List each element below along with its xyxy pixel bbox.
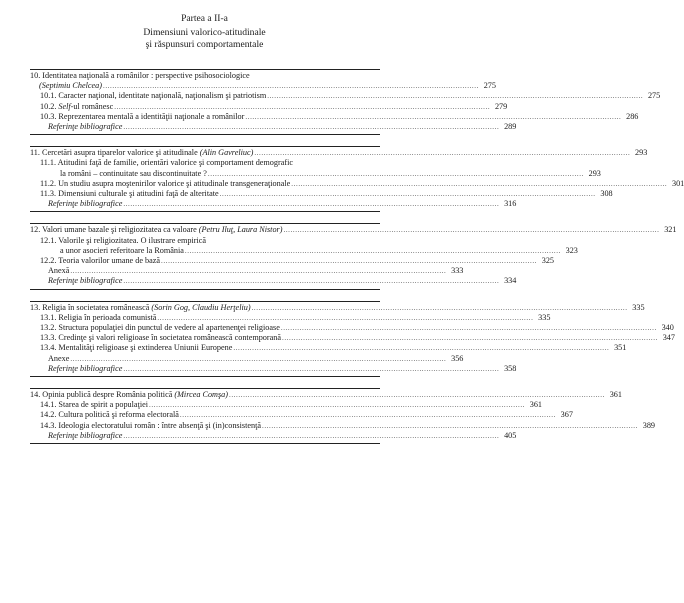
- toc-entry-italic: Referinţe bibliografice: [48, 363, 123, 373]
- dot-leader: [114, 102, 490, 112]
- toc-entry-row[interactable]: [30, 256, 555, 266]
- toc-entry-title: [30, 122, 122, 132]
- dot-leader: [185, 246, 561, 256]
- toc-entry-number: 11.2.: [40, 178, 59, 188]
- toc-entry-text: Ideologia electoratului român : între absenţă şi (in)consistenţă: [58, 420, 261, 430]
- toc-entry-title: [30, 323, 280, 333]
- toc-entry-title: [30, 303, 251, 313]
- toc-chapter-row[interactable]: [30, 302, 645, 313]
- toc-entry-row[interactable]: [30, 276, 517, 286]
- dot-leader: [283, 225, 659, 235]
- toc-page-number: 289: [504, 122, 517, 132]
- toc-page-number: 293: [635, 148, 648, 158]
- dot-leader: [123, 122, 499, 132]
- part-title-line-1: Dimensiuni valorico-atitudinale: [143, 27, 266, 38]
- toc-entry-italic: Referinţe bibliografice: [48, 430, 123, 440]
- toc-chapter: [30, 146, 684, 212]
- dot-leader: [281, 323, 657, 333]
- toc-entry-row[interactable]: [30, 189, 613, 199]
- toc-page-number: 308: [600, 189, 613, 199]
- toc-entry-row[interactable]: [30, 353, 464, 364]
- toc-page-number: 389: [642, 420, 655, 430]
- dot-leader: [70, 266, 446, 276]
- toc-entry-italic: (Mircea Comşa): [174, 390, 228, 400]
- toc-entry-text: Mentalităţi religioase şi extinderea Uniunii Europene: [58, 343, 233, 353]
- toc-entry-number: 10.: [30, 71, 43, 80]
- toc-entry-text: a unor asocieri referitoare la România: [60, 245, 184, 255]
- toc-entry-row[interactable]: [30, 158, 380, 168]
- toc-entry-title: [30, 189, 219, 199]
- toc-entry-italic: Referinţe bibliografice: [48, 199, 123, 209]
- toc-entry-text: Religia în societatea românească: [42, 302, 152, 312]
- toc-chapter: [30, 223, 677, 289]
- toc-chapter: [30, 69, 661, 135]
- toc-entry-number: 14.3.: [40, 420, 59, 430]
- toc-entry-title: [30, 148, 253, 158]
- toc-entry-number: 12.1.: [40, 235, 59, 245]
- toc-entry-title: [30, 343, 232, 353]
- toc-entry-row[interactable]: [30, 168, 601, 179]
- toc-entry-row[interactable]: [30, 178, 684, 189]
- toc-entry-row[interactable]: [30, 266, 464, 276]
- dot-leader: [267, 91, 643, 101]
- part-label: Partea a II-a: [181, 13, 228, 24]
- dot-leader: [161, 256, 537, 266]
- toc-entry-title: [30, 179, 290, 189]
- toc-entry-italic: (Petru Iluţ, Laura Nistor): [198, 225, 283, 235]
- toc-page-number: 347: [662, 333, 675, 343]
- toc-page-number: 323: [565, 245, 578, 255]
- toc-entry-text: Atitudini faţă de familie, orientări valorice şi comportament demografic: [57, 158, 293, 168]
- toc-entry-row[interactable]: [30, 312, 551, 323]
- dot-leader: [180, 410, 556, 420]
- toc-entry-row[interactable]: [30, 430, 517, 441]
- toc-entry-title: [30, 276, 122, 286]
- toc-chapter-row[interactable]: [30, 225, 677, 235]
- toc-entry-title: [30, 112, 244, 122]
- toc-page-number: 279: [494, 101, 508, 111]
- dot-leader: [123, 199, 499, 209]
- toc-entry-text: Valori umane bazale şi religiozitatea ca valoare: [42, 225, 199, 235]
- toc-page-number: 335: [632, 302, 645, 312]
- dot-leader: [282, 333, 658, 343]
- toc-entry-italic: Self: [58, 101, 71, 111]
- toc-page-number: 351: [614, 343, 627, 353]
- toc-entry-text: Caracter naţional, identitate naţională, naţionalism şi patriotism: [58, 91, 267, 101]
- toc-page-number: 301: [671, 178, 684, 188]
- toc-entry-title: [30, 256, 160, 266]
- toc-page-number: 361: [529, 400, 543, 410]
- toc-entry-text: Reprezentarea mentală a identităţii naţionale a românilor: [58, 111, 245, 121]
- toc-entry-italic: (Septimiu Chelcea): [39, 81, 102, 91]
- toc-entry-title: [30, 199, 122, 209]
- toc-page-number: 293: [588, 168, 601, 178]
- toc-page-number: 358: [504, 363, 517, 373]
- dot-leader: [252, 303, 628, 313]
- toc-entry-number: 12.2.: [40, 256, 59, 266]
- toc-entry-row[interactable]: [30, 420, 655, 431]
- toc-page-number: 316: [504, 199, 517, 209]
- dot-leader: [229, 390, 605, 400]
- toc-page-number: 275: [483, 81, 496, 91]
- toc-entry-number: 13.4.: [40, 343, 59, 353]
- toc-entry-text: Opinia publică despre România politică: [42, 390, 175, 400]
- toc-entry-text: Credinţe şi valori religioase în societatea românească contemporană: [58, 333, 281, 343]
- dot-leader: [233, 343, 609, 353]
- toc-page-number: 275: [647, 91, 661, 101]
- toc-entry-row[interactable]: [30, 400, 543, 410]
- toc-page-number: 321: [664, 225, 677, 235]
- toc-entry-title: [30, 71, 250, 81]
- toc-page-number: 356: [451, 353, 464, 363]
- toc-chapter-row[interactable]: [30, 81, 496, 91]
- toc-entry-title: [30, 400, 148, 410]
- toc-entry-text: Valorile şi religiozitatea. O ilustrare empirică: [58, 235, 207, 245]
- toc-entry-title: [30, 364, 122, 374]
- dot-leader: [149, 400, 525, 410]
- toc-entry-row[interactable]: [30, 91, 661, 101]
- toc-entry-title: [30, 354, 69, 364]
- toc-entry-title: [30, 102, 113, 112]
- toc-entry-number: 11.3.: [40, 189, 59, 199]
- toc-entry-number: 13.3.: [40, 333, 59, 343]
- toc-entry-text: Un studiu asupra moştenirilor valorice şi atitudinale transgeneraţionale: [58, 178, 291, 188]
- toc-page-number: 333: [451, 266, 464, 276]
- toc-entry-text: Anexă: [48, 266, 70, 276]
- toc-entry-title: [30, 266, 69, 276]
- toc-entry-title: [30, 246, 184, 256]
- toc-page-number: 367: [560, 410, 573, 420]
- toc-entry-number: 12.: [30, 225, 43, 235]
- dot-leader: [254, 148, 630, 158]
- toc-entry-text: Cercetări asupra tiparelor valorice şi atitudinale: [41, 148, 200, 158]
- toc-entry-number: 11.1.: [40, 158, 58, 168]
- toc-entry-title: [30, 236, 206, 246]
- dot-leader: [123, 276, 499, 286]
- toc-entry-number: 13.1.: [40, 312, 59, 322]
- toc-chapter: [30, 388, 655, 444]
- toc-entry-italic: (Alin Gavreliuc): [199, 148, 254, 158]
- dot-leader: [291, 179, 667, 189]
- toc-entry-text: Structura populaţiei din punctul de vedere al apartenenţei religioase: [58, 323, 280, 333]
- dot-leader: [123, 431, 499, 441]
- toc-entry-number: 14.2.: [40, 410, 59, 420]
- toc-entry-number: 10.3.: [40, 111, 59, 121]
- toc-entry-title: [30, 81, 102, 91]
- toc-entry-row[interactable]: [30, 111, 639, 122]
- toc-entry-row[interactable]: [30, 245, 578, 256]
- toc-entry-text: -ul românesc: [70, 101, 114, 111]
- toc-entry-title: [30, 410, 179, 420]
- toc-entry-text: la români – continuitate sau discontinuitate ?: [60, 168, 207, 178]
- toc-chapter: [30, 301, 675, 377]
- dot-leader: [70, 354, 446, 364]
- toc-entry-row[interactable]: [30, 101, 508, 112]
- toc-entry-row[interactable]: [30, 410, 573, 420]
- toc-entry-row[interactable]: [30, 122, 517, 132]
- dot-leader: [157, 313, 533, 323]
- toc-entry-text: Identitatea naţională a românilor : perspective psihosociologice: [42, 71, 250, 80]
- toc-chapter-row[interactable]: [30, 71, 380, 81]
- toc-entry-title: [30, 158, 293, 168]
- dot-leader: [262, 421, 638, 431]
- toc-entry-number: 13.: [30, 302, 43, 312]
- dot-leader: [208, 169, 584, 179]
- toc-entry-number: 13.2.: [40, 323, 59, 333]
- dot-leader: [245, 112, 621, 122]
- toc-entry-number: 11.: [30, 148, 42, 158]
- toc-entry-row[interactable]: [30, 323, 674, 333]
- toc-entry-row[interactable]: [30, 363, 517, 374]
- toc-entry-title: [30, 421, 261, 431]
- toc-chapter-row[interactable]: [30, 390, 622, 400]
- toc-entry-title: [30, 333, 281, 343]
- toc-page-number: 335: [538, 312, 551, 322]
- toc-entry-title: [30, 390, 228, 400]
- toc-entry-text: Starea de spirit a populaţiei: [58, 400, 149, 410]
- toc-entry-number: 14.1.: [40, 400, 59, 410]
- toc-entry-title: [30, 91, 266, 101]
- toc-page-number: 405: [504, 430, 517, 440]
- toc-page-number: 334: [504, 276, 517, 286]
- toc-entry-text: Cultura politică şi reforma electorală: [58, 410, 179, 420]
- toc-entry-text: Anexe: [48, 353, 70, 363]
- toc-entry-number: 10.1.: [40, 91, 59, 101]
- toc-entry-row[interactable]: [30, 343, 627, 353]
- dot-leader: [123, 364, 499, 374]
- toc-entry-row[interactable]: [30, 333, 675, 343]
- toc-entry-number: 14.: [30, 390, 43, 400]
- toc-entry-italic: Referinţe bibliografice: [48, 122, 123, 132]
- part-title-line-2: şi răspunsuri comportamentale: [145, 39, 264, 50]
- table-of-contents: [30, 69, 684, 444]
- toc-page-number: 286: [626, 111, 639, 121]
- toc-entry-text: Teoria valorilor umane de bază: [58, 256, 161, 266]
- toc-chapter-row[interactable]: [30, 148, 648, 158]
- toc-entry-text: Dimensiuni culturale şi atitudini faţă de alteritate: [58, 189, 219, 199]
- toc-page-number: 325: [541, 256, 555, 266]
- toc-entry-title: [30, 313, 156, 323]
- toc-entry-title: [30, 169, 207, 179]
- toc-page-number: 340: [661, 323, 674, 333]
- toc-entry-text: Religia în perioada comunistă: [58, 312, 157, 322]
- toc-entry-row[interactable]: [30, 236, 380, 246]
- toc-entry-row[interactable]: [30, 199, 517, 209]
- dot-leader: [220, 189, 596, 199]
- toc-page-number: 361: [609, 390, 622, 400]
- toc-entry-italic: Referinţe bibliografice: [48, 276, 123, 286]
- toc-entry-title: [30, 225, 282, 235]
- dot-leader: [103, 81, 479, 91]
- toc-entry-italic: (Sorin Gog, Claudiu Herţeliu): [151, 302, 251, 312]
- toc-entry-number: 10.2.: [40, 101, 59, 111]
- toc-entry-title: [30, 431, 122, 441]
